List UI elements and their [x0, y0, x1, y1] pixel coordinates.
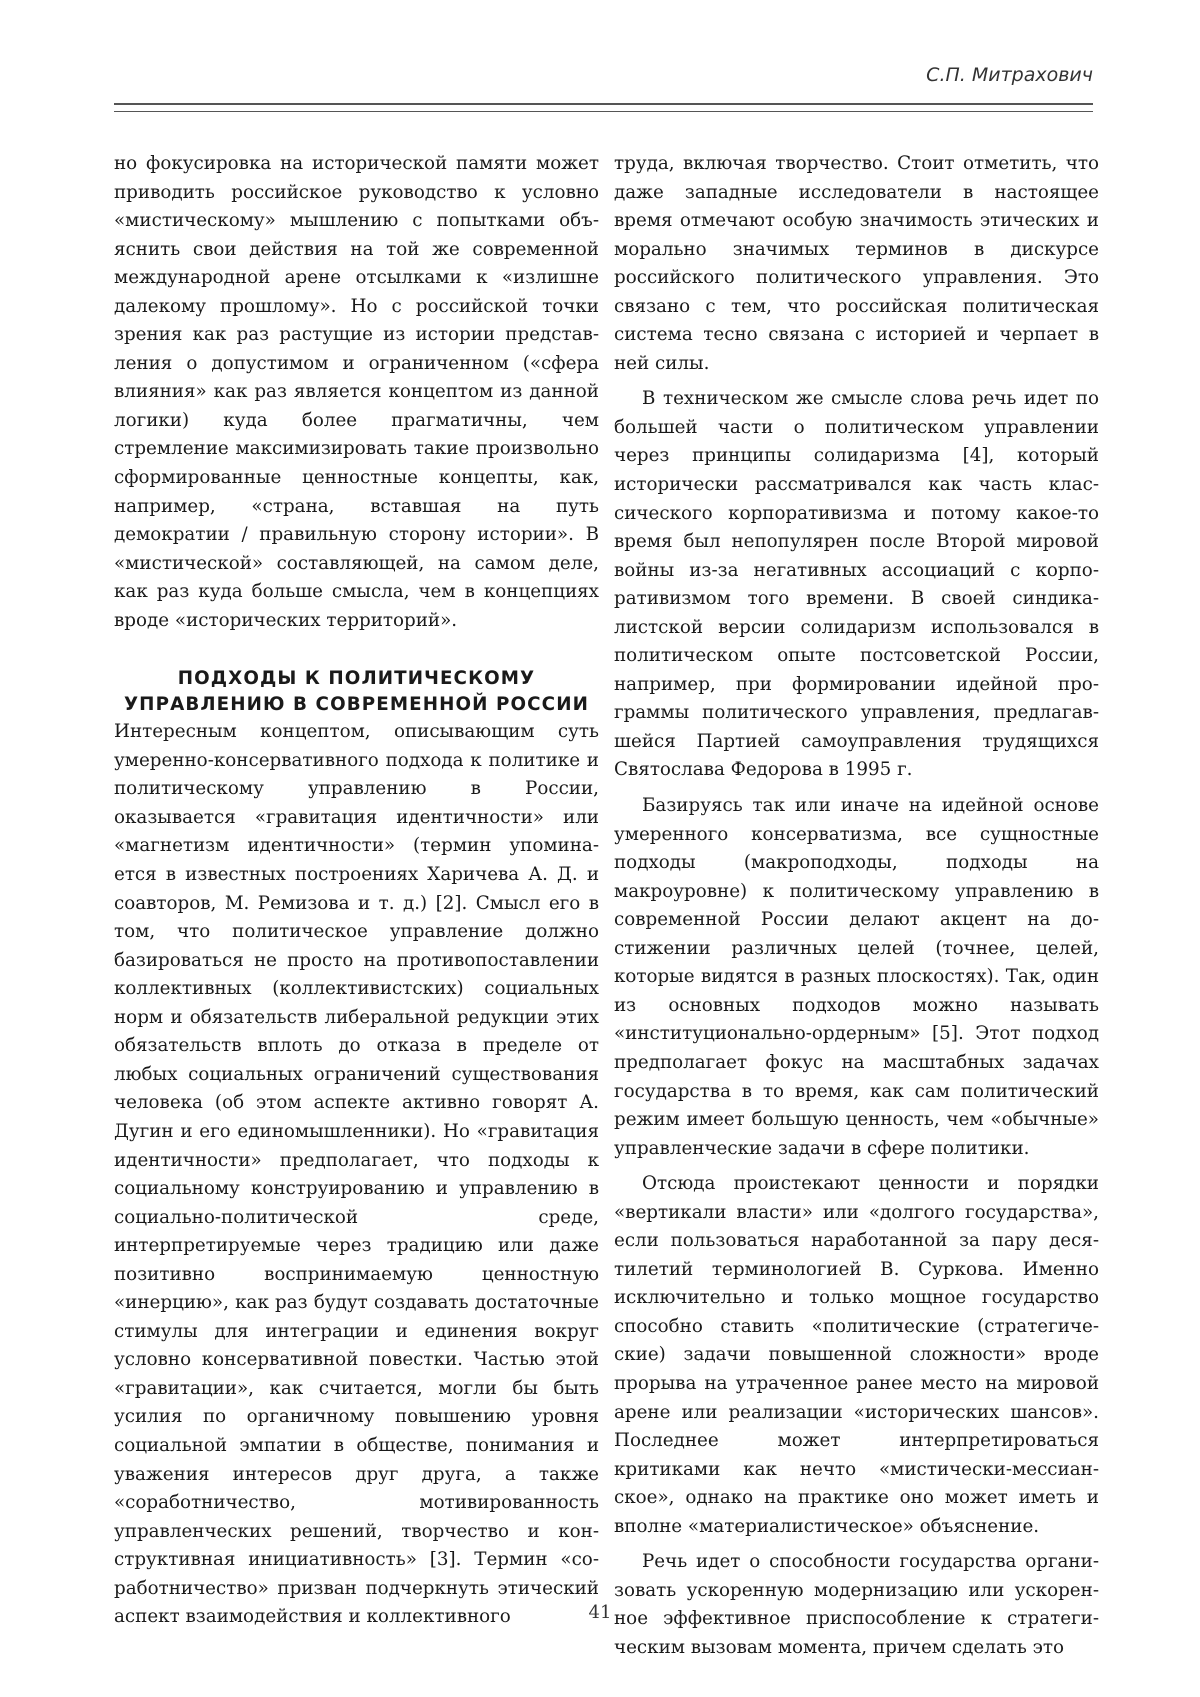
section-heading-line-2: УПРАВЛЕНИЮ В СОВРЕМЕННОЙ РОССИИ [123, 694, 589, 716]
page-number: 41 [588, 1602, 612, 1623]
right-paragraph-5: Речь идет о способности государства организовать ускоренную модернизацию или ускоренное эффективное приспособление к стратегическим вызовам момента, причем сделать это [614, 1551, 1099, 1658]
left-paragraph-1: но фокусировка на исторической памяти может приводить российское руководство к условно «мистическому» мышлению с попытками объяснить свои действия на той же современной международной арене отсылками к «излишне далекому прошлому». Но с российской точки зрения как раз растущие из истории представления о допустимом и ограниченном («сфера влияния» как раз является концептом из данной логики) куда более прагматичны, чем стремление максимизировать такие произвольно сформированные ценностные концепты, как, например, «страна, вставшая на путь демократии / правильную сторону истории». В «мистической» составляющей, на самом деле, как раз куда больше смысла, чем в концепциях вроде «исторических территорий». [114, 153, 599, 631]
right-paragraph-1: труда, включая творчество. Стоит отметить, что даже западные исследователи в настоящее время отмечают особую значимость этических и морально значимых терминов в дискурсе российского политического управления. Это связано с тем, что российская политическая система тесно связана с историей и черпает в ней силы. [614, 153, 1099, 374]
right-paragraph-3: Базируясь так или иначе на идейной основе умеренного консерватизма, все сущностные подходы (макроподходы, подходы на макроуровне) к политическому управлению в современной России делают акцент на достижении различных целей (точнее, целей, которые видятся в разных плоскостях). Так, один из основных подходов можно называть «институционально-ордерным» [5]. Этот подход предполагает фокус на масштабных задачах государства в то время, как сам политический режим имеет большую ценность, чем «обычные» управленческие задачи в сфере политики. [614, 795, 1099, 1159]
left-paragraph-2: Интересным концептом, описывающим суть умеренно-консервативного подхода к политике и политическому управлению в России, оказывается «гравитация идентичности» или «магнетизм идентичности» (термин упоминается в известных построениях Харичева А. Д. и соавторов, М. Ремизова и т. д.) [2]. Смысл его в том, что политическое управление должно базироваться не просто на противопоставлении коллективных (коллективистских) социальных норм и обязательств либеральной редукции этих обязательств вплоть до отказа в пределе от любых социальных ограничений существования человека (об этом аспекте активно говорят А. Дугин и его единомышленники). Но «гравитация идентичности» предполагает, что подходы к социальному конструированию и управлению в социально-политической среде, интерпретируемые через традицию или даже позитивно воспринимаемую ценностную «инерцию», как раз будут создавать достаточные стимулы для интеграции и единения вокруг условно консервативной повестки. Частью этой «гравитации», как считается, могли бы быть усилия по органичному повышению уровня социальной эмпатии в обществе, понимания и уважения интересов друг друга, а также «соработничество, мотивированность управленческих решений, творчество и конструктивная инициативность» [3]. Термин «соработничество» призван подчеркнуть этический аспект взаимодействия и коллективного [114, 721, 599, 1628]
right-paragraph-2: В техническом же смысле слова речь идет по большей части о политическом управлении через принципы солидаризма [4], который исторически рассматривался как часть классического корпоративизма и потому какое-то время был непопулярен после Второй мировой войны из-за негативных ассоциаций с корпоративизмом того времени. В своей синдикалистской версии солидаризм использовался в политическом опыте постсоветской России, например, при формировании идейной программы политического управления, предлагавшейся Партией самоуправления трудящихся Святослава Федорова в 1995 г. [614, 388, 1099, 781]
left-column [114, 150, 599, 1632]
header-rule [114, 103, 1093, 112]
running-head-author: С.П. Митрахович [926, 64, 1093, 86]
right-paragraph-4: Отсюда проистекают ценности и порядки «вертикали власти» или «долгого государства», если пользоваться наработанной за пару десятилетий терминологией В. Суркова. Именно исключительно и только мощное государство способно ставить «политические (стратегические) задачи повышенной сложности» вроде прорыва на утраченное ранее место на мировой арене или реализации «исторических шансов». Последнее может интерпретироваться критиками как нечто «мистически-мессианское», однако на практике оно может иметь и вполне «материалистическое» объяснение. [614, 1173, 1099, 1537]
right-column [614, 150, 1099, 1662]
section-heading-line-1: ПОДХОДЫ К ПОЛИТИЧЕСКОМУ [177, 668, 536, 690]
section-heading [114, 666, 599, 718]
